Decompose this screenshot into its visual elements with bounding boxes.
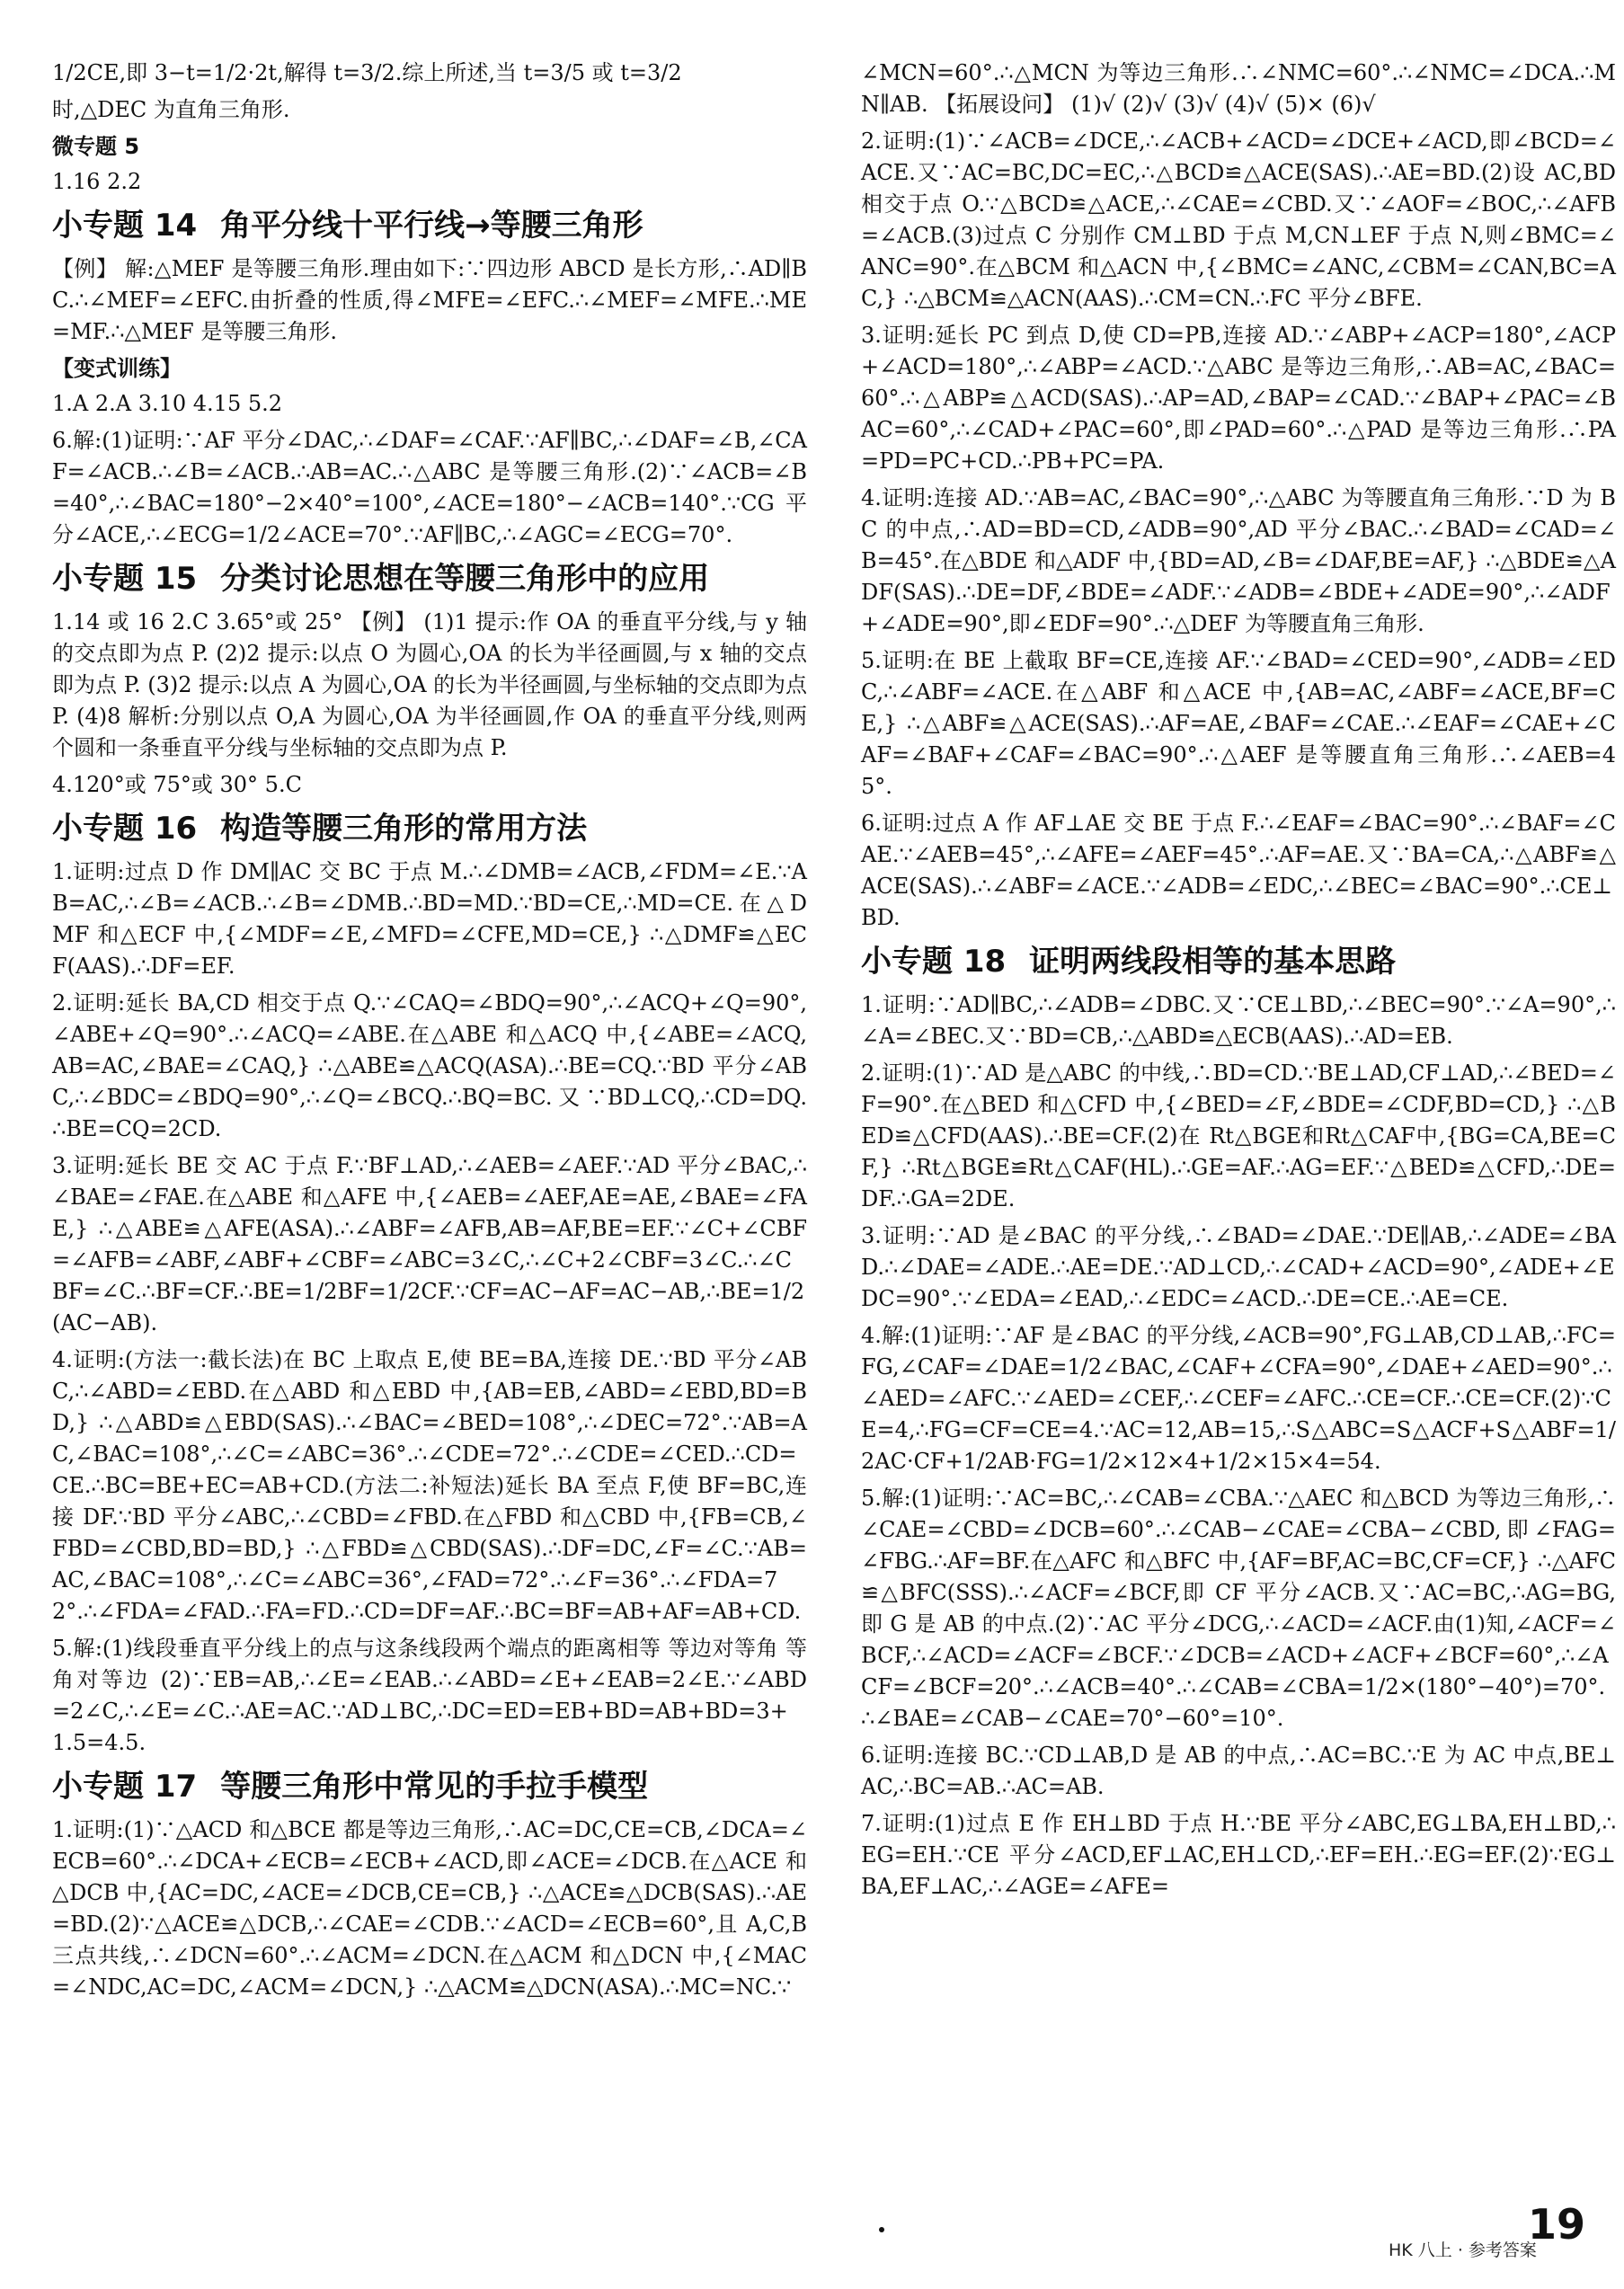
section-17-question-6: 6.证明:过点 A 作 AF⊥AE 交 BE 于点 F.∴∠EAF=∠BAC=90°.∴∠BAF=∠CAE.∵∠AEB=45°,∴∠AFE=∠AEF=45°.∴AF=AE.又∵BA=CA,∴△ABF≌△ACE(SAS).∴∠ABF=∠ACE.∵∠ADB=∠EDC,∴∠BEC=∠BAC=90°.∴CE⊥BD. [861,811,1616,930]
bullet-dot [879,2227,884,2232]
page-number: 19 [1528,2200,1586,2249]
footer-label: HK 八上 · 参考答案 [1389,2240,1537,2260]
section-16-heading: 构造等腰三角形的常用方法 [220,811,588,847]
micro-topic-5-answers: 1.16 2.2 [52,169,142,194]
section-14-title [52,205,807,246]
section-15-text: 1.14 或 16 2.C 3.65°或 25° 【例】 (1)1 提示:作 OA 的垂直平分线,与 y 轴的交点即为点 P. (2)2 提示:以点 O 为圆心,OA 的长为半径画圆,与 x 轴的交点即为点 P. (3)2 提示:以点 A 为圆心,OA 的长为半径画圆,与坐标轴的交点即为点 P. (4)8 解析:分别以点 O,A 为圆心,OA 为半径画圆,作 OA 的垂直平分线,则两个圆和一条垂直平分线与坐标轴的交点即为点 P. [52,609,807,760]
section-14-number: 小专题 14 [52,208,198,244]
section-17-question-5: 5.证明:在 BE 上截取 BF=CE,连接 AF.∵∠BAD=∠CED=90°,∠ADB=∠EDC,∴∠ABF=∠ACE.在△ABF 和△ACE 中,{AB=AC,∠ABF=∠ACE,BF=CE,} ∴△ABF≌△ACE(SAS).∴AF=AE,∠BAF=∠CAE.∴∠EAF=∠CAE+∠CAF=∠BAF+∠CAF=∠BAC=90°.∴△AEF 是等腰直角三角形.∴∠AEB=45°. [861,648,1616,799]
section-18-question-6: 6.证明:连接 BC.∵CD⊥AB,D 是 AB 的中点,∴AC=BC.∵E 为 AC 中点,BE⊥AC,∴BC=AB.∴AC=AB. [861,1743,1616,1799]
section-15-tail: 4.120°或 75°或 30° 5.C [52,772,302,797]
section-17-continued: ∠MCN=60°.∴△MCN 为等边三角形.∴∠NMC=60°.∴∠NMC=∠DCA.∴MN∥AB. 【拓展设问】 (1)√ (2)√ (3)√ (4)√ (5)× (6)√ [861,60,1616,117]
section-14-question-6: 6.解:(1)证明:∵AF 平分∠DAC,∴∠DAF=∠CAF.∵AF∥BC,∴∠DAF=∠B,∠CAF=∠ACB.∴∠B=∠ACB.∴AB=AC.∴△ABC 是等腰三角形.(2)∵∠ACB=∠B=40°,∴∠BAC=180°−2×40°=100°,∠ACE=180°−∠ACB=140°.∵CG 平分∠ACE,∴∠ECG=1/2∠ACE=70°.∵AF∥BC,∴∠AGC=∠ECG=70°. [52,428,807,547]
section-18-title [861,941,1616,982]
section-15-heading: 分类讨论思想在等腰三角形中的应用 [220,561,710,597]
section-17-number: 小专题 17 [52,1769,198,1805]
right-column [861,58,1616,1908]
section-16-question-3: 3.证明:延长 BE 交 AC 于点 F.∵BF⊥AD,∴∠AEB=∠AEF.∵AD 平分∠BAC,∴∠BAE=∠FAE.在△ABE 和△AFE 中,{∠AEB=∠AEF,AE=AE,∠BAE=∠FAE,} ∴△ABE≌△AFE(ASA).∴∠ABF=∠AFB,AB=AF,BE=EF.∵∠C+∠CBF=∠AFB=∠ABF,∠ABF+∠CBF=∠ABC=3∠C,∴∠C+2∠CBF=3∠C.∴∠CBF=∠C.∴BF=CF.∴BE=1/2BF=1/2CF.∵CF=AC−AF=AC−AB,∴BE=1/2(AC−AB). [52,1153,807,1335]
section-18-question-7: 7.证明:(1)过点 E 作 EH⊥BD 于点 H.∵BE 平分∠ABC,EG⊥BA,EH⊥BD,∴EG=EH.∵CE 平分∠ACD,EF⊥AC,EH⊥CD,∴EF=EH.∴EG=EF.(2)∵EG⊥BA,EF⊥AC,∴∠AGE=∠AFE= [861,1811,1616,1899]
section-14-heading: 角平分线十平行线→等腰三角形 [220,208,643,244]
section-15-number: 小专题 15 [52,561,198,597]
section-17-question-4: 4.证明:连接 AD.∵AB=AC,∠BAC=90°,∴△ABC 为等腰直角三角形.∵D 为 BC 的中点,∴AD=BD=CD,∠ADB=90°,AD 平分∠BAC.∴∠BAD=∠CAD=∠B=45°.在△BDE 和△ADF 中,{BD=AD,∠B=∠DAF,BE=AF,} ∴△BDE≌△ADF(SAS).∴DE=DF,∠BDE=∠ADF.∵∠ADB=∠BDE+∠ADE=90°,∴∠ADF+∠ADE=90°,即∠EDF=90°.∴△DEF 为等腰直角三角形. [861,485,1616,636]
section-16-number: 小专题 16 [52,811,198,847]
section-16-question-1: 1.证明:过点 D 作 DM∥AC 交 BC 于点 M.∴∠DMB=∠ACB,∠FDM=∠E.∵AB=AC,∴∠B=∠ACB.∴∠B=∠DMB.∴BD=MD.∵BD=CE,∴MD=CE.在△DMF 和△ECF 中,{∠MDF=∠E,∠MFD=∠CFE,MD=CE,} ∴△DMF≌△ECF(AAS).∴DF=EF. [52,859,807,979]
section-17-question-1: 1.证明:(1)∵△ACD 和△BCE 都是等边三角形,∴AC=DC,CE=CB,∠DCA=∠ECB=60°.∴∠DCA+∠ECB=∠ECB+∠ACD,即∠ACE=∠DCB.在△ACE 和△DCB 中,{AC=DC,∠ACE=∠DCB,CE=CB,} ∴△ACE≌△DCB(SAS).∴AE=BD.(2)∵△ACE≌△DCB,∴∠CAE=∠CDB.∵∠ACD=∠ECB=60°,且 A,C,B 三点共线,∴∠DCN=60°.∴∠ACM=∠DCN.在△ACM 和△DCN 中,{∠MAC=∠NDC,AC=DC,∠ACM=∠DCN,} ∴△ACM≌△DCN(ASA).∴MC=NC.∵ [52,1817,807,2000]
section-17-question-3: 3.证明:延长 PC 到点 D,使 CD=PB,连接 AD.∵∠ABP+∠ACP=180°,∠ACP+∠ACD=180°,∴∠ABP=∠ACD.∵△ABC 是等边三角形,∴AB=AC,∠BAC=60°.∴△ABP≌△ACD(SAS).∴AP=AD,∠BAP=∠CAD.∵∠BAP+∠PAC=∠BAC=60°,∴∠CAD+∠PAC=60°,即∠PAD=60°.∴△PAD 是等边三角形.∴PA=PD=PC+CD.∴PB+PC=PA. [861,323,1616,474]
section-18-heading: 证明两线段相等的基本思路 [1029,944,1397,980]
section-16-question-2: 2.证明:延长 BA,CD 相交于点 Q.∵∠CAQ=∠BDQ=90°,∴∠ACQ+∠Q=90°,∠ABE+∠Q=90°.∴∠ACQ=∠ABE.在△ABE 和△ACQ 中,{∠ABE=∠ACQ,AB=AC,∠BAE=∠CAQ,} ∴△ABE≌△ACQ(ASA).∴BE=CQ.∵BD 平分∠ABC,∴∠BDC=∠BDQ=90°,∴∠Q=∠BCQ.∴BQ=BC.又∵BD⊥CQ,∴CD=DQ.∴BE=CQ=2CD. [52,990,807,1141]
section-15-title [52,558,807,599]
left-column [52,58,807,2009]
section-18-question-4: 4.解:(1)证明:∵AF 是∠BAC 的平分线,∠ACB=90°,FG⊥AB,CD⊥AB,∴FC=FG,∠CAF=∠DAE=1/2∠BAC,∠CAF+∠CFA=90°,∠DAE+∠AED=90°.∴∠AED=∠AFC.∵∠AED=∠CEF,∴∠CEF=∠AFC.∴CE=CF.∴CE=CF.(2)∵CE=4,∴FG=CF=CE=4.∵AC=12,AB=15,∴S△ABC=S△ACF+S△ABF=1/2AC·CF+1/2AB·FG=1/2×12×4+1/2×15×4=54. [861,1323,1616,1474]
micro-topic-5-heading: 微专题 5 [52,134,140,159]
section-18-number: 小专题 18 [861,944,1007,980]
section-16-question-4: 4.证明:(方法一:截长法)在 BC 上取点 E,使 BE=BA,连接 DE.∵BD 平分∠ABC,∴∠ABD=∠EBD.在△ABD 和△EBD 中,{AB=EB,∠ABD=∠EBD,BD=BD,} ∴△ABD≌△EBD(SAS).∴∠BAC=∠BED=108°,∴∠DEC=72°.∵AB=AC,∠BAC=108°,∴∠C=∠ABC=36°.∴∠CDE=72°.∴∠CDE=∠CED.∴CD=CE.∴BC=BE+EC=AB+CD.(方法二:补短法)延长 BA 至点 F,使 BF=BC,连接 DF.∵BD 平分∠ABC,∴∠CBD=∠FBD.在△FBD 和△CBD 中,{FB=CB,∠FBD=∠CBD,BD=BD,} ∴△FBD≌△CBD(SAS).∴DF=DC,∠F=∠C.∵AB=AC,∠BAC=108°,∴∠C=∠ABC=36°,∠FAD=72°.∴∠F=36°.∴∠FDA=72°.∴∠FDA=∠FAD.∴FA=FD.∴CD=DF=AF.∴BC=BF=AB+AF=AB+CD. [52,1347,807,1624]
section-18-question-2: 2.证明:(1)∵AD 是△ABC 的中线,∴BD=CD.∵BE⊥AD,CF⊥AD,∴∠BED=∠F=90°.在△BED 和△CFD 中,{∠BED=∠F,∠BDE=∠CDF,BD=CD,} ∴△BED≌△CFD(AAS).∴BE=CF.(2)在 Rt△BGE和Rt△CAF中,{BG=CA,BE=CF,} ∴Rt△BGE≌Rt△CAF(HL).∴GE=AF.∴AG=EF.∵△BED≌△CFD,∴DE=DF.∴GA=2DE. [861,1060,1616,1211]
section-17-heading: 等腰三角形中常见的手拉手模型 [220,1769,649,1805]
intro-line-2: 时,△DEC 为直角三角形. [52,97,290,122]
section-18-question-3: 3.证明:∵AD 是∠BAC 的平分线,∴∠BAD=∠DAE.∵DE∥AB,∴∠ADE=∠BAD.∴∠DAE=∠ADE.∴AE=DE.∵AD⊥CD,∴∠CAD+∠ACD=90°,∠ADE+∠EDC=90°.∵∠EDA=∠EAD,∴∠EDC=∠ACD.∴DE=CE.∴AE=CE. [861,1223,1616,1311]
section-17-title [52,1766,807,1807]
section-17-question-2: 2.证明:(1)∵∠ACB=∠DCE,∴∠ACB+∠ACD=∠DCE+∠ACD,即∠BCD=∠ACE.又∵AC=BC,DC=EC,∴△BCD≌△ACE(SAS).∴AE=BD.(2)设 AC,BD 相交于点 O.∵△BCD≌△ACE,∴∠CAE=∠CBD.又∵∠AOF=∠BOC,∴∠AFB=∠ACB.(3)过点 C 分别作 CM⊥BD 于点 M,CN⊥EF 于点 N,则∠BMC=∠ANC=90°.在△BCM 和△ACN 中,{∠BMC=∠ANC,∠CBM=∠CAN,BC=AC,} ∴△BCM≌△ACN(AAS).∴CM=CN.∴FC 平分∠BFE. [861,129,1616,311]
section-18-question-1: 1.证明:∵AD∥BC,∴∠ADB=∠DBC.又∵CE⊥BD,∴∠BEC=90°.∵∠A=90°,∴∠A=∠BEC.又∵BD=CB,∴△ABD≌△ECB(AAS).∴AD=EB. [861,992,1616,1049]
variant-training-heading: 【变式训练】 [52,356,182,381]
section-16-title [52,808,807,849]
intro-line-1: 1/2CE,即 3−t=1/2·2t,解得 t=3/2.综上所述,当 t=3/5 或 t=3/2 [52,60,682,85]
section-16-question-5: 5.解:(1)线段垂直平分线上的点与这条线段两个端点的距离相等 等边对等角 等角对等边 (2)∵EB=AB,∴∠E=∠EAB.∴∠ABD=∠E+∠EAB=2∠E.∵∠ABD=2∠C,∴∠E=∠C.∴AE=AC.∵AD⊥BC,∴DC=ED=EB+BD=AB+BD=3+1.5=4.5. [52,1636,807,1755]
section-14-answers: 1.A 2.A 3.10 4.15 5.2 [52,391,283,416]
section-14-example: 【例】 解:△MEF 是等腰三角形.理由如下:∵四边形 ABCD 是长方形,∴AD∥BC.∴∠MEF=∠EFC.由折叠的性质,得∠MFE=∠EFC.∴∠MEF=∠MFE.∴ME=MF.∴△MEF 是等腰三角形. [52,256,807,344]
section-18-question-5: 5.解:(1)证明:∵AC=BC,∴∠CAB=∠CBA.∵△AEC 和△BCD 为等边三角形,∴∠CAE=∠CBD=∠DCB=60°.∴∠CAB−∠CAE=∠CBA−∠CBD,即∠FAG=∠FBG.∴AF=BF.在△AFC 和△BFC 中,{AF=BF,AC=BC,CF=CF,} ∴△AFC≌△BFC(SSS).∴∠ACF=∠BCF,即 CF 平分∠ACB.又∵AC=BC,∴AG=BG,即 G 是 AB 的中点.(2)∵AC 平分∠DCG,∴∠ACD=∠ACF.由(1)知,∠ACF=∠BCF,∴∠ACD=∠ACF=∠BCF.∵∠DCB=∠ACD+∠ACF+∠BCF=60°,∴∠ACF=∠BCF=20°.∴∠ACB=40°.∴∠CAB=∠CBA=1/2×(180°−40°)=70°.∴∠BAE=∠CAB−∠CAE=70°−60°=10°. [861,1486,1616,1731]
